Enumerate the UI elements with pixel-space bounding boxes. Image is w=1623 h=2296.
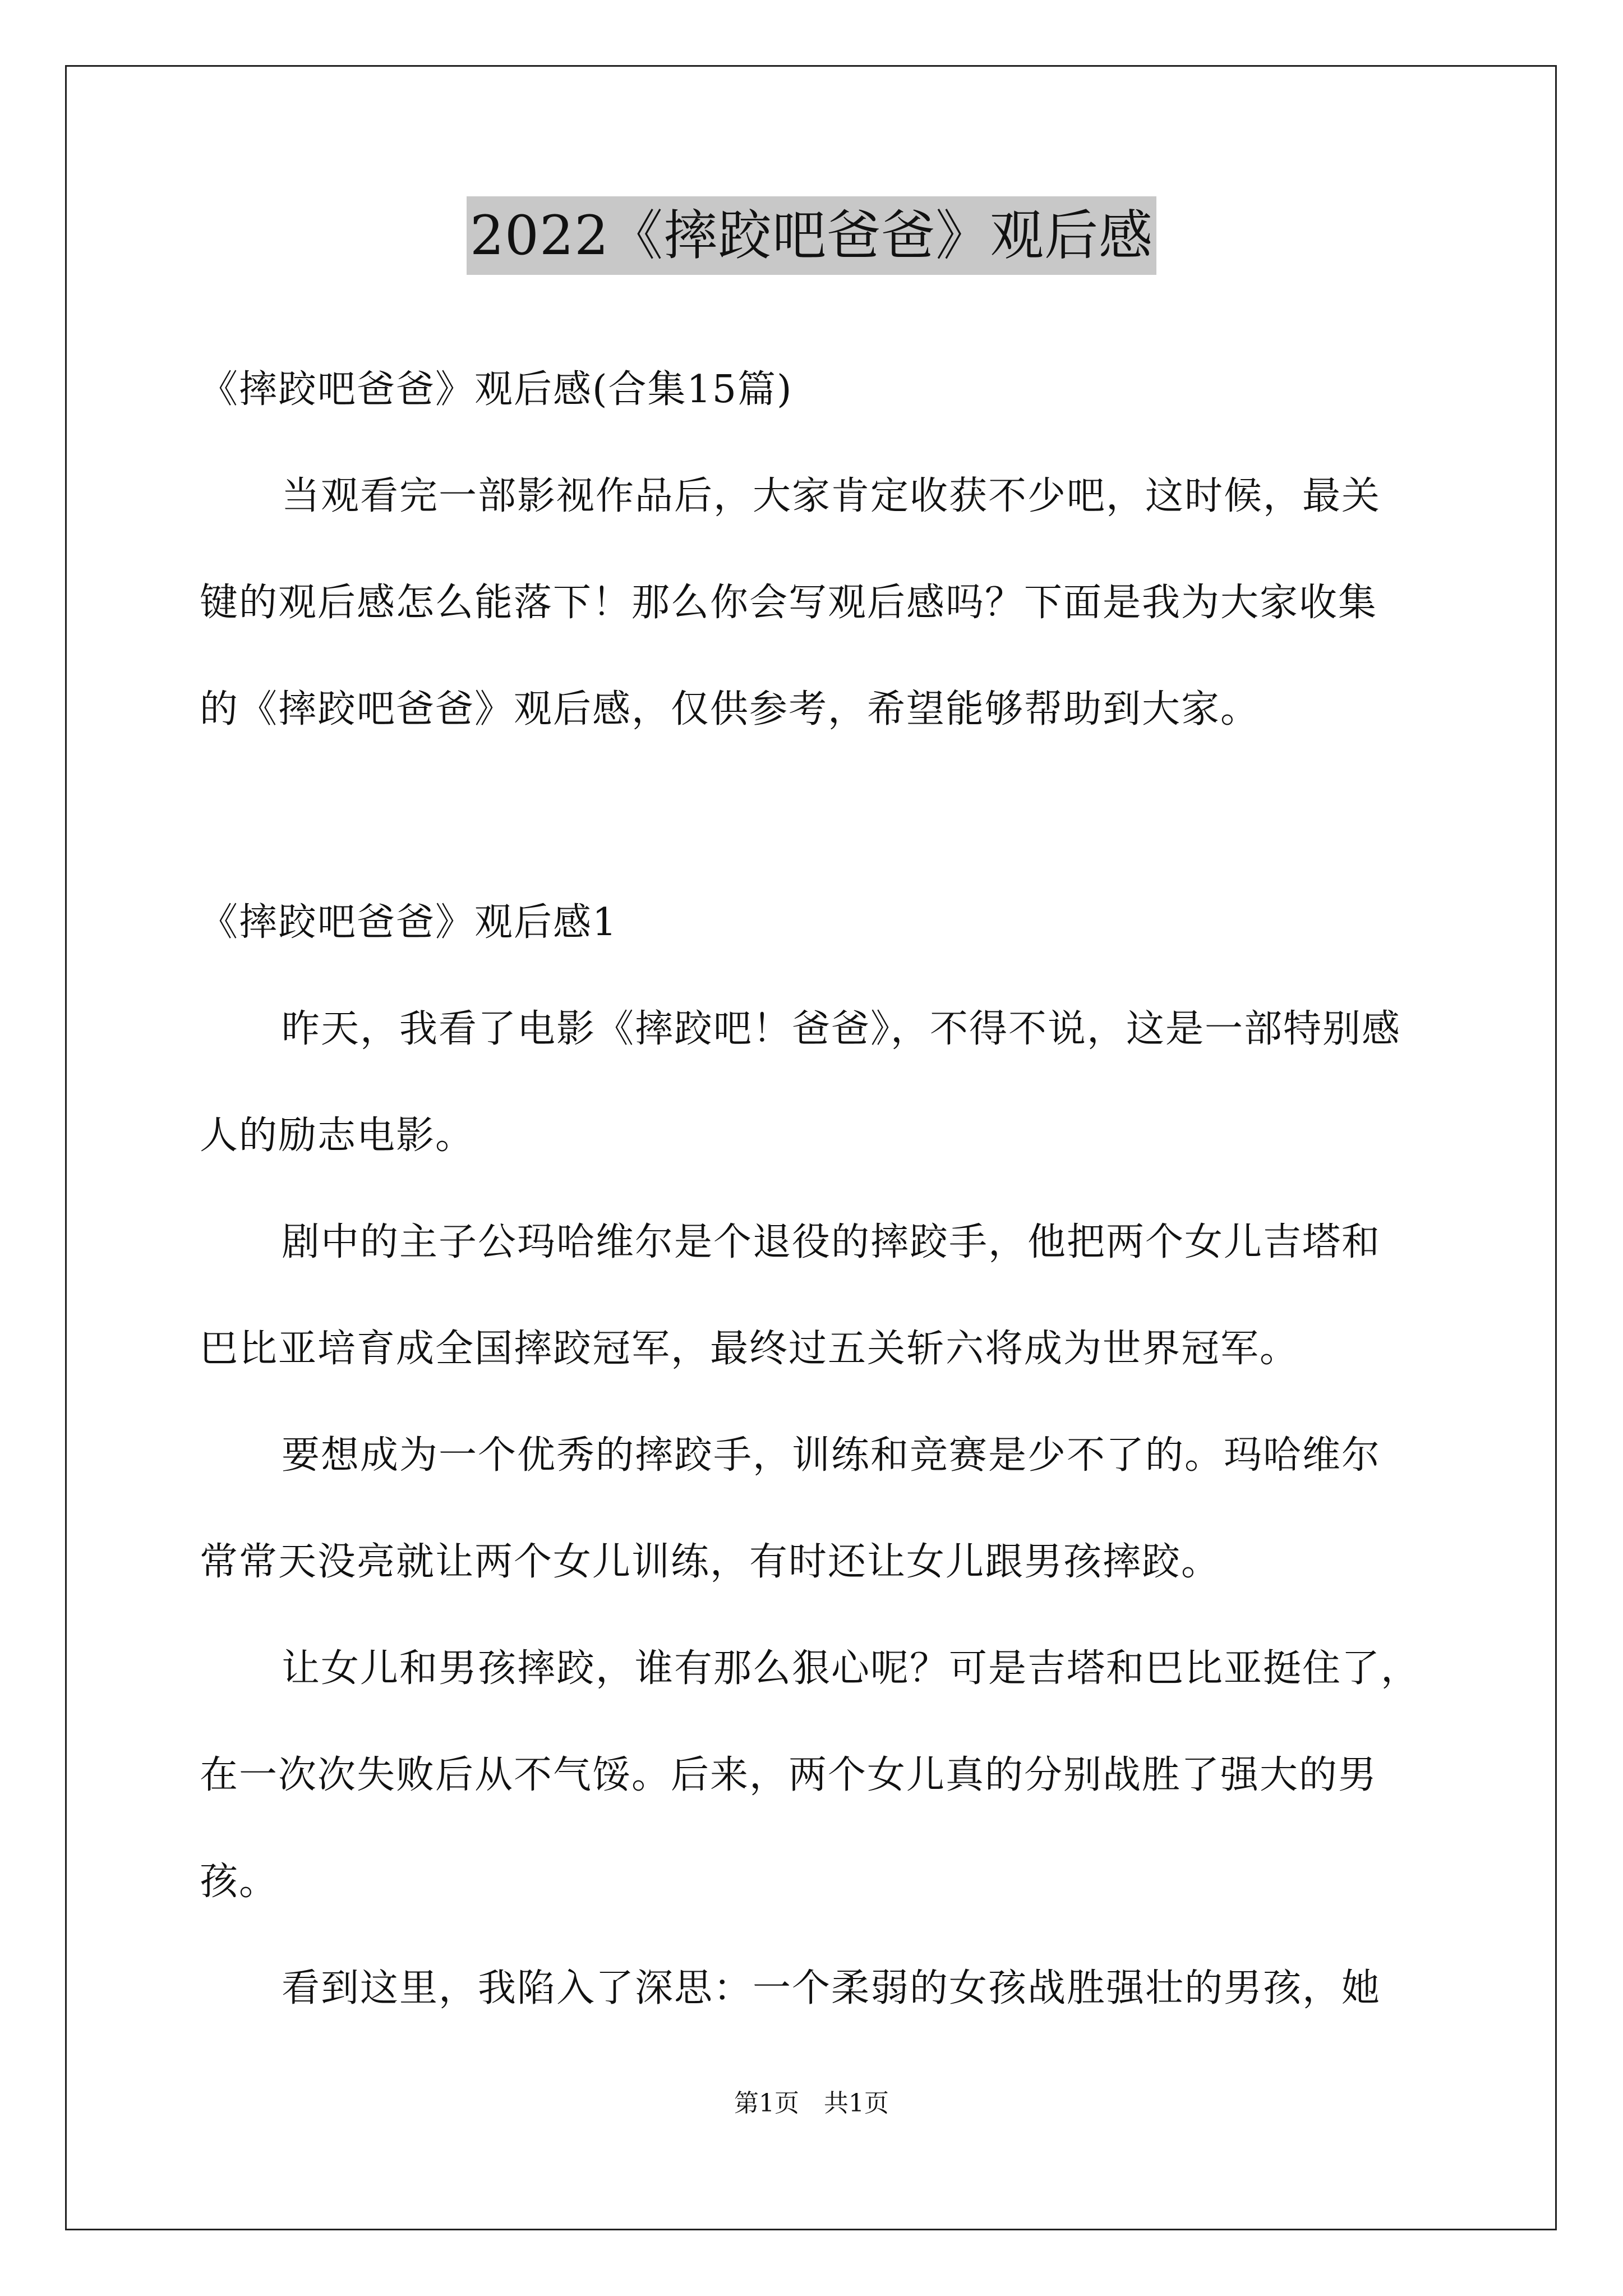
body-line: 昨天，我看了电影《摔跤吧！爸爸》，不得不说，这是一部特别感 — [282, 1007, 1401, 1051]
body-line: 剧中的主子公玛哈维尔是个退役的摔跤手，他把两个女儿吉塔和 — [282, 1220, 1381, 1264]
intro-line: 的《摔跤吧爸爸》观后感，仅供参考，希望能够帮助到大家。 — [200, 687, 1260, 731]
body-line: 在一次次失败后从不气馁。后来，两个女儿真的分别战胜了强大的男 — [200, 1753, 1378, 1797]
intro-line: 键的观后感怎么能落下！那么你会写观后感吗？下面是我为大家收集 — [200, 581, 1378, 625]
paragraph-gap — [200, 763, 1433, 869]
title-container — [0, 196, 1623, 275]
document-body — [200, 337, 1433, 2042]
intro-line: 当观看完一部影视作品后，大家肯定收获不少吧，这时候，最关 — [282, 474, 1381, 518]
body-line: 孩。 — [200, 1860, 279, 1904]
body-line: 要想成为一个优秀的摔跤手，训练和竞赛是少不了的。玛哈维尔 — [282, 1433, 1381, 1478]
body-line: 人的励志电影。 — [200, 1114, 475, 1158]
document-subtitle: 《摔跤吧爸爸》观后感(合集15篇) — [200, 367, 793, 412]
body-line: 常常天没亮就让两个女儿训练，有时还让女儿跟男孩摔跤。 — [200, 1540, 1221, 1584]
body-line: 让女儿和男孩摔跤，谁有那么狠心呢？可是吉塔和巴比亚挺住了， — [282, 1646, 1421, 1691]
document-title: 2022《摔跤吧爸爸》观后感 — [467, 196, 1156, 275]
page-footer: 第1页 共1页 — [734, 2089, 889, 2118]
body-line: 巴比亚培育成全国摔跤冠军，最终过五关斩六将成为世界冠军。 — [200, 1327, 1299, 1371]
section-heading: 《摔跤吧爸爸》观后感1 — [200, 900, 618, 945]
body-line: 看到这里，我陷入了深思：一个柔弱的女孩战胜强壮的男孩，她 — [282, 1966, 1381, 2010]
